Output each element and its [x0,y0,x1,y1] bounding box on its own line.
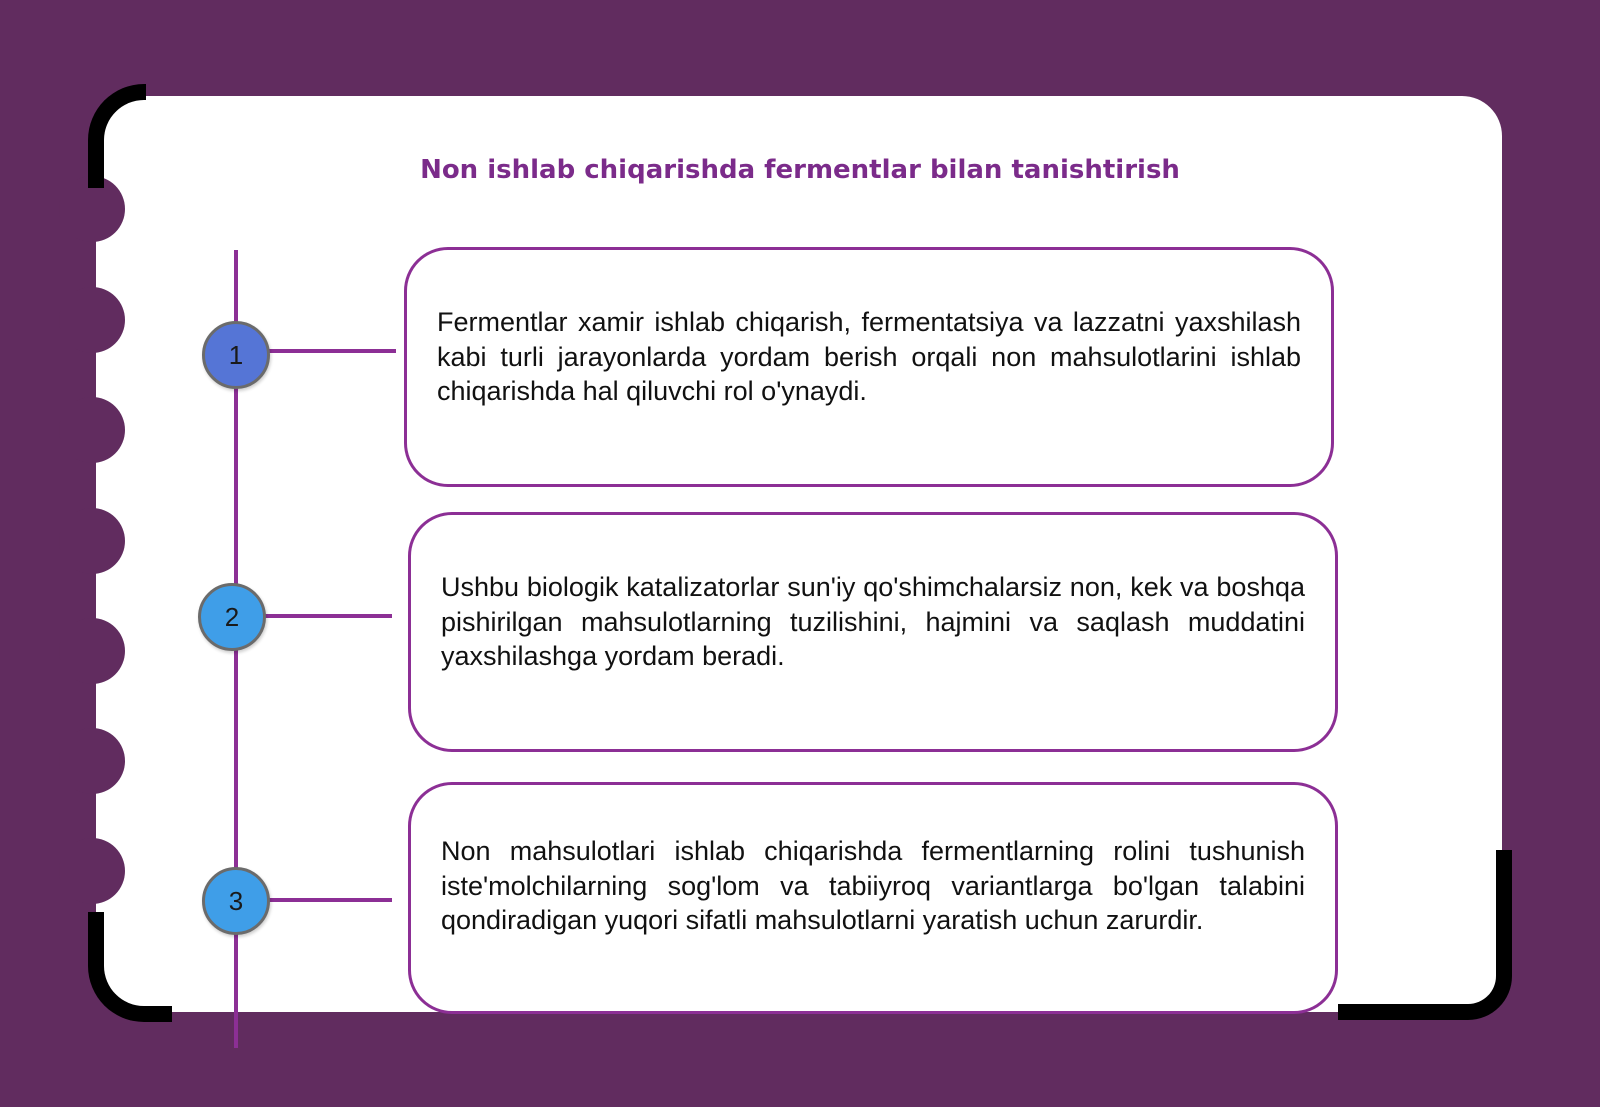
page-title: Non ishlab chiqarishda fermentlar bilan tanishtirish [420,155,1180,185]
corner-bracket-bottom-right [1338,850,1512,1020]
step-number-2: 2 [198,583,266,651]
connector-line [262,614,392,618]
step-card-3 [408,782,1338,1014]
step-card-1 [404,247,1334,487]
step-card-2 [408,512,1338,752]
connector-line [266,898,392,902]
step-text-2: Ushbu biologik katalizatorlar sun'iy qo'shimchalarsiz non, kek va boshqa pishirilgan mahsulotlarning tuzilishini, hajmini va saqlash muddatini yaxshilashga yordam beradi. [441,572,1305,672]
scallop-notch [59,287,125,353]
scallop-notch [59,397,125,463]
step-number-1: 1 [202,321,270,389]
corner-bracket-top-left [88,84,146,188]
corner-bracket-bottom-left [88,912,172,1022]
step-text-1: Fermentlar xamir ishlab chiqarish, fermentatsiya va lazzatni yaxshilash kabi turli jarayonlarda yordam berish orqali non mahsulotlarini ishlab chiqarishda hal qiluvchi rol o'ynaydi. [437,307,1301,407]
step-text-3: Non mahsulotlari ishlab chiqarishda fermentlarning rolini tushunish iste'molchilarning sog'lom va tabiiyroq variantlarga bo'lgan talabini qondiradigan yuqori sifatli mahsulotlarni yaratish uchun zarurdir. [441,836,1305,936]
connector-line [266,349,396,353]
step-number-3: 3 [202,867,270,935]
scallop-notch [59,508,125,574]
scallop-notch [59,838,125,904]
scallop-notch [59,618,125,684]
scallop-notch [59,728,125,794]
